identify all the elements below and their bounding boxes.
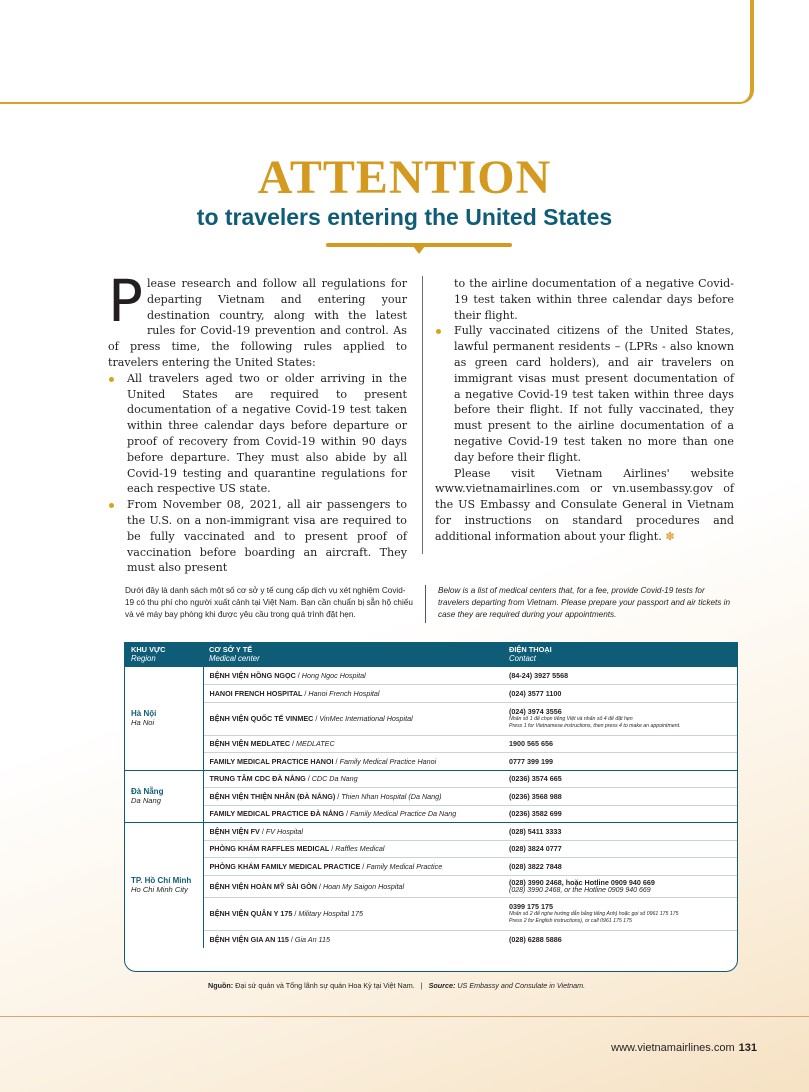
phone-number: (0236) 3582 699	[509, 809, 562, 819]
source-text-en: US Embassy and Consulate in Vietnam.	[457, 981, 586, 990]
table-row	[125, 685, 737, 703]
note-english: Below is a list of medical centers that, for a fee, provide Covid-19 tests for travelers departing from Vietnam. Please prepare your passport and air tickets in case they are required during your appointments.	[438, 586, 731, 620]
region-name: Hà Nội	[131, 709, 157, 719]
center-name-en: Hanoi French Hospital	[308, 688, 380, 698]
bullet-icon	[436, 329, 441, 334]
center-cell: BỆNH VIỆN GIA AN 115 / Gia An 115	[209, 934, 331, 944]
center-name-en: Hoan My Saigon Hospital	[322, 881, 405, 891]
table-row	[125, 858, 737, 876]
region-name-en: Ho Chi Minh City	[131, 885, 188, 895]
header-center	[203, 643, 503, 667]
source-label-vn: Nguồn:	[208, 981, 234, 990]
center-name-en: Military Hospital 175	[298, 909, 364, 918]
phone-cell	[503, 875, 737, 897]
drop-cap: P	[108, 267, 143, 335]
article-column-right	[435, 276, 734, 545]
region-name: Đà Nẵng	[131, 787, 164, 797]
table-row	[125, 875, 737, 897]
center-name-en: MEDLATEC	[296, 739, 335, 749]
phone-number: (028) 6288 5886	[509, 934, 562, 944]
phone-number: (028) 3990 2468, hoặc Hotline 0909 940 669	[509, 877, 655, 887]
phone-number: (84-24) 3927 5568	[509, 671, 569, 680]
source-separator: |	[420, 981, 423, 990]
footer-website: www.vietnamairlines.com	[611, 1042, 735, 1054]
source-line	[208, 981, 585, 990]
center-cell: BỆNH VIỆN QUỐC TẾ VINMEC / VinMec International Hospital	[203, 702, 503, 735]
center-cell: FAMILY MEDICAL PRACTICE HANOI / Family Medical Practice Hanoi	[203, 753, 503, 771]
phone-number: (028) 3824 0777	[509, 844, 562, 854]
header-contact	[503, 643, 737, 667]
bullet-text: From November 08, 2021, all air passengers to the U.S. on a non-immigrant visa are required to be fully vaccinated and to present proof of vaccination before boarding an aircraft. They must also present	[127, 498, 407, 575]
bullet-text: Fully vaccinated citizens of the United States, lawful permanent residents – (LPRs - also known as green card holders), and air travelers on immigrant visas must present documentation of a negative Covid-19 test taken within three days before their flight. If not fully vaccinated, they must present to the airline documentation of a negative Covid-19 test taken no more than one day before their flight.	[454, 324, 734, 464]
center-cell: BỆNH VIỆN THIỆN NHÂN (ĐÀ NẴNG) / Thien Nhan Hospital (Da Nang)	[203, 788, 503, 806]
center-name-en: Gia An 115	[294, 934, 331, 944]
table-row	[125, 805, 737, 823]
visit-text: Please visit Vietnam Airlines' website www.vietnamairlines.com or vn.usembassy.gov of the US Embassy and Consulate General in Vietnam for instructions on standard procedures and additional information about your flight.	[435, 466, 734, 543]
note-separator	[425, 585, 426, 623]
table-row	[125, 735, 737, 753]
phone-note-vn: Nhấn số 2 để nghe hướng dẫn bằng tiếng Anh) hoặc gọi số 0961 175 175	[509, 910, 679, 917]
page-title: ATTENTION	[257, 151, 552, 204]
center-name: FAMILY MEDICAL PRACTICE ĐÀ NẴNG	[209, 809, 344, 819]
center-cell: BỆNH VIỆN FV / FV Hospital	[203, 823, 503, 841]
center-name-en: Family Medical Practice	[366, 861, 443, 871]
center-cell: HANOI FRENCH HOSPITAL / Hanoi French Hospital	[203, 685, 503, 703]
center-cell: TRUNG TÂM CDC ĐÀ NẴNG / CDC Da Nang	[203, 770, 503, 788]
center-name-en: CDC Da Nang	[311, 774, 358, 784]
bullet-icon	[109, 503, 114, 508]
phone-cell	[503, 702, 737, 735]
region-name-en: Da Nang	[131, 796, 161, 806]
region-name: TP. Hồ Chí Minh	[131, 876, 192, 886]
center-name-en: VinMec International Hospital	[319, 714, 413, 723]
header-region-en: Region	[131, 654, 156, 663]
top-gold-frame	[0, 0, 754, 104]
center-name: BỆNH VIỆN THIỆN NHÂN (ĐÀ NẴNG)	[209, 791, 336, 801]
phone-cell	[503, 805, 737, 823]
table-row	[125, 788, 737, 806]
page-subtitle: to travelers entering the United States	[196, 204, 613, 230]
phone-cell	[503, 735, 737, 753]
phone-number: 1900 565 656	[509, 739, 553, 749]
center-name-en: FV Hospital	[265, 826, 303, 836]
center-name: BỆNH VIỆN HỒNG NGỌC	[209, 671, 296, 680]
bullet-continuation: to the airline documentation of a negative Covid-19 test taken within three calendar days before their flight.	[454, 277, 734, 322]
source-label-en: Source:	[428, 981, 456, 990]
center-cell: PHÒNG KHÁM FAMILY MEDICAL PRACTICE / Family Medical Practice	[203, 858, 503, 876]
center-cell: PHÒNG KHÁM RAFFLES MEDICAL / Raffles Medical	[203, 840, 503, 858]
header-region	[125, 643, 203, 667]
region-hcmc	[125, 823, 203, 948]
table-row	[125, 840, 737, 858]
lotus-icon: ✽	[665, 529, 675, 543]
list-item	[108, 497, 407, 576]
source-text-vn: Đại sứ quán và Tổng lãnh sự quán Hoa Kỳ tại Việt Nam.	[235, 981, 415, 990]
intro-paragraph	[108, 267, 407, 371]
note-vietnamese: Dưới đây là danh sách một số cơ sở y tế cung cấp dịch vụ xét nghiệm Covid-19 có thu phí cho người xuất cảnh tại Việt Nam. Bạn cần chuẩn bị sẵn hộ chiếu và vé máy bay phòng khi được yêu cầu trong quá trình đặt hẹn.	[125, 586, 413, 620]
table-row	[125, 823, 737, 841]
table-row	[125, 897, 737, 930]
phone-number: (028) 5411 3333	[509, 826, 562, 836]
header-contact-en: Contact	[509, 654, 536, 663]
center-name: PHÒNG KHÁM RAFFLES MEDICAL	[209, 844, 330, 854]
rules-list-continued	[435, 323, 734, 465]
center-cell: BỆNH VIỆN QUÂN Y 175 / Military Hospital 175	[203, 897, 503, 930]
visit-paragraph	[435, 466, 734, 545]
table-row	[125, 930, 737, 948]
region-danang	[125, 770, 203, 823]
center-name-en: Family Medical Practice Da Nang	[349, 809, 457, 819]
bullet-icon	[109, 377, 114, 382]
table-row	[125, 667, 737, 685]
center-name: BỆNH VIỆN HOÀN MỸ SÀI GÒN	[209, 881, 317, 891]
medical-centers-table	[124, 642, 738, 972]
center-cell: BỆNH VIỆN HOÀN MỸ SÀI GÒN / Hoan My Saigon Hospital	[203, 875, 503, 897]
center-cell: BỆNH VIỆN MEDLATEC / MEDLATEC	[203, 735, 503, 753]
phone-cell	[503, 858, 737, 876]
center-name: BỆNH VIỆN MEDLATEC	[209, 739, 291, 749]
page-footer	[611, 1042, 757, 1054]
center-name: BỆNH VIỆN QUÂN Y 175	[209, 909, 293, 918]
header-center-en: Medical center	[209, 654, 260, 663]
center-name: TRUNG TÂM CDC ĐÀ NẴNG	[209, 774, 306, 784]
table-row	[125, 770, 737, 788]
phone-note-en: Press 2 for English instructions), or call 0961 175 175	[509, 918, 632, 924]
phone-note-en: (028) 3990 2468, or the Hotline 0909 940 669	[509, 886, 651, 894]
header-region-vn: KHU VỰC	[131, 645, 166, 654]
phone-cell	[503, 840, 737, 858]
rules-list	[108, 371, 407, 576]
phone-number: (024) 3974 3556	[509, 706, 562, 716]
centers-table	[125, 643, 737, 948]
center-cell: FAMILY MEDICAL PRACTICE ĐÀ NẴNG / Family Medical Practice Da Nang	[203, 805, 503, 823]
bullet-text: All travelers aged two or older arriving in the United States are required to present documentation of a negative Covid-19 test taken within three calendar days before departure or proof of recovery from Covid-19 within 90 days before departure. They must also abide by all Covid-19 testing and quarantine regulations for each respective US state.	[127, 371, 407, 496]
center-name-en: Thien Nhan Hospital (Da Nang)	[341, 791, 442, 801]
list-item	[435, 323, 734, 465]
center-name-en: Family Medical Practice Hanoi	[339, 756, 437, 766]
center-name-en: Raffles Medical	[335, 844, 385, 854]
phone-note-vn: Nhấn số 1 để chọn tiếng Việt và nhấn số 4 để đặt hẹn	[509, 715, 633, 722]
column-separator	[422, 276, 423, 554]
title-divider-notch	[413, 246, 425, 254]
phone-number: (0236) 3574 665	[509, 774, 562, 784]
phone-number: (0236) 3568 988	[509, 791, 562, 801]
region-name-en: Ha Noi	[131, 718, 155, 728]
region-hanoi	[125, 667, 203, 770]
center-name: HANOI FRENCH HOSPITAL	[209, 688, 303, 698]
phone-cell	[503, 685, 737, 703]
phone-number: (024) 3577 1100	[509, 688, 562, 698]
phone-number: 0399 175 175	[509, 901, 553, 911]
footer-divider	[0, 1016, 809, 1017]
phone-cell	[503, 753, 737, 771]
center-cell: BỆNH VIỆN HỒNG NGỌC / Hong Ngoc Hospital	[203, 667, 503, 685]
page-number: 131	[738, 1042, 757, 1054]
phone-number: (028) 3822 7848	[509, 861, 562, 871]
table-header-row	[125, 643, 737, 667]
phone-cell	[503, 788, 737, 806]
header-contact-vn: ĐIỆN THOẠI	[509, 645, 552, 654]
article-column-left	[108, 267, 407, 576]
phone-note-en: Press 1 for Vietnamese instructions, then press 4 to make an appointment.	[509, 723, 681, 729]
center-name: BỆNH VIỆN GIA AN 115	[209, 934, 289, 944]
phone-cell	[503, 667, 737, 685]
center-name: BỆNH VIỆN QUỐC TẾ VINMEC	[209, 714, 314, 723]
phone-cell	[503, 930, 737, 948]
header-center-vn: CƠ SỞ Y TẾ	[209, 645, 253, 654]
phone-cell	[503, 770, 737, 788]
phone-cell	[503, 823, 737, 841]
phone-number: 0777 399 199	[509, 756, 553, 766]
center-name: BỆNH VIỆN FV	[209, 826, 260, 836]
center-name: PHÒNG KHÁM FAMILY MEDICAL PRACTICE	[209, 861, 361, 871]
center-name-en: Hong Ngoc Hospital	[301, 671, 366, 680]
phone-cell	[503, 897, 737, 930]
table-row	[125, 753, 737, 771]
list-item	[108, 371, 407, 497]
table-row	[125, 702, 737, 735]
center-name: FAMILY MEDICAL PRACTICE HANOI	[209, 756, 334, 766]
intro-text: lease research and follow all regulations for departing Vietnam and entering your destination country, along with the latest rules for Covid-19 prevention and control. As of press time, the following rules applied to travelers entering the United States:	[108, 277, 407, 369]
